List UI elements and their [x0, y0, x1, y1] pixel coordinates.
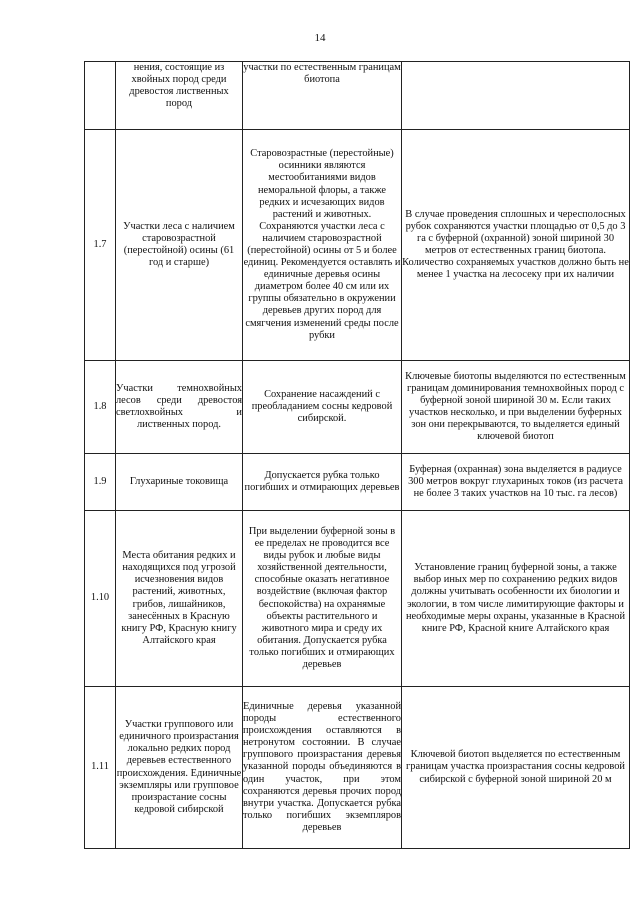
measures-cell: Старовозрастные (перестойные) осинники являются местообитаниями видов неморальной флоры, а также редких и исчезающих видов растений и животных. Сохраняются участки леса с наличием старовозрастной (перестойной) осины от 5 и более единиц. Рекомендуется оставлять и единичные деревья осины диаметром более 40 см или их группы обязательно в окружении деревьев других пород для смягчения изменений среды после рубки [243, 130, 402, 361]
row-number [85, 62, 116, 130]
row-number: 1.10 [85, 511, 116, 687]
table-row [85, 62, 630, 130]
site-type-cell: Глухариные токовища [116, 454, 243, 511]
allocation-cell: Буферная (охранная) зона выделяется в радиусе 300 метров вокруг глухариных токов (из расчета не более 3 таких участков на 10 тыс. га лесов) [402, 454, 630, 511]
site-type-cell: Участки темнохвойных лесов среди древостоя светлохвойных и лиственных пород. [116, 361, 243, 454]
page-number: 14 [314, 32, 326, 44]
allocation-cell: Ключевой биотоп выделяется по естественным границам участка произрастания сосны кедровой сибирской с буферной зоной шириной 20 м [402, 687, 630, 849]
row-number: 1.7 [85, 130, 116, 361]
allocation-cell: Установление границ буферной зоны, а также выбор иных мер по сохранению редких видов должны учитывать особенности их биологии и экологии, в том числе лимитирующие факторы и необходимые меры охраны, указанные в Красной книге РФ, Красной книге Алтайского края [402, 511, 630, 687]
site-type-cell: Участки леса с наличием старовозрастной (перестойной) осины (61 год и старше) [116, 130, 243, 361]
site-type-cell: Места обитания редких и находящихся под угрозой исчезновения видов растений, животных, грибов, лишайников, занесённых в Красную книгу РФ, Красную книгу Алтайского края [116, 511, 243, 687]
measures-cell: При выделении буферной зоны в ее пределах не проводится все виды рубок и любые виды хозяйственной деятельности, способные оказать негативное воздействие (включая фактор беспокойства) на охранямые объекты растительного и животного мира и среду их обитания. Допускается рубка только погибших и отмирающих деревьев [243, 511, 402, 687]
table-row [85, 130, 630, 361]
row-number: 1.11 [85, 687, 116, 849]
table-row [85, 361, 630, 454]
table-row [85, 687, 630, 849]
allocation-cell: В случае проведения сплошных и чересполосных рубок сохраняются участки площадью от 0,5 до 3 га с буферной (охранной) зоной шириной 30 метров от естественных границ биотопа. Количество сохраняемых участков должно быть не менее 1 участка на лесосеку при их наличии [402, 130, 630, 361]
measures-cell: Допускается рубка только погибших и отмирающих деревьев [243, 454, 402, 511]
site-type-cell: нения, состоящие из хвойных пород среди древостоя лиственных пород [116, 62, 243, 130]
biotope-table [84, 61, 630, 849]
measures-cell: Сохранение насаждений с преобладанием сосны кедровой сибирской. [243, 361, 402, 454]
row-number: 1.8 [85, 361, 116, 454]
measures-cell: Единичные деревья указанной породы естественного происхождения оставляются в нетронутом состоянии. В случае группового произрастания деревья указанной породы объединяются в один участок, при этом сохраняются деревья прочих пород внутри участка. Допускается рубка только погибших экземпляров деревьев [243, 687, 402, 849]
table-row [85, 454, 630, 511]
allocation-cell [402, 62, 630, 130]
row-number: 1.9 [85, 454, 116, 511]
table-row [85, 511, 630, 687]
measures-cell: участки по естественным границам биотопа [243, 62, 402, 130]
site-type-cell: Участки группового или единичного произрастания локально редких пород деревьев естественного происхождения. Единичные экземпляры или групповое произрастание сосны кедровой сибирской [116, 687, 243, 849]
allocation-cell: Ключевые биотопы выделяются по естественным границам доминирования темнохвойных пород с буферной зоной шириной 30 м. Если таких участков несколько, и при выделении буферных зон они перекрываются, то выделяется единый ключевой биотоп [402, 361, 630, 454]
